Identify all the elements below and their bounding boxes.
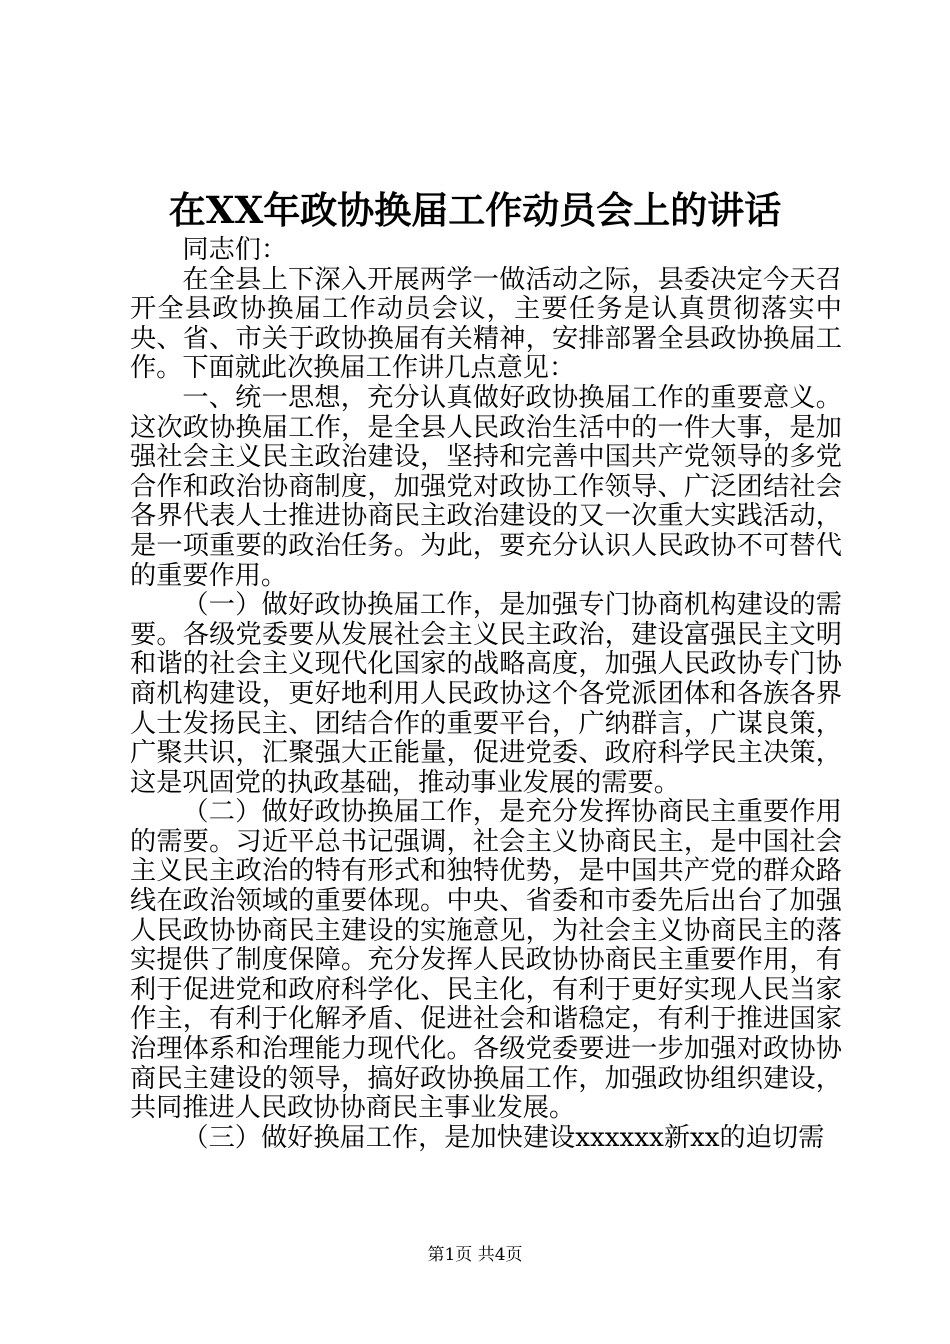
intro-paragraph: 在全县上下深入开展两学一做活动之际，县委决定今天召开全县政协换届工作动员会议，主要任务是认真贯彻落实中央、省、市关于政协换届有关精神，安排部署全县政协换届工作。下面就此次换届工作讲几点意见： [130, 264, 842, 384]
salutation-paragraph: 同志们： [182, 235, 288, 265]
document-title: 在XX年政协换届工作动员会上的讲话 [168, 188, 782, 232]
point-one-paragraph: （一）做好政协换届工作，是加强专门协商机构建设的需要。各级党委要从发展社会主义民主政治，建设富强民主文明和谐的社会主义现代化国家的战略高度，加强人民政协专门协商机构建设，更好地利用人民政协这个各党派团体和各族各界人士发扬民主、团结合作的重要平台，广纳群言，广谋良策，广聚共识，汇聚强大正能量，促进党委、政府科学民主决策，这是巩固党的执政基础，推动事业发展的需要。 [130, 590, 842, 798]
section-one-paragraph: 一、统一思想，充分认真做好政协换届工作的重要意义。这次政协换届工作，是全县人民政治生活中的一件大事，是加强社会主义民主政治建设，坚持和完善中国共产党领导的多党合作和政治协商制度，加强党对政协工作领导、广泛团结社会各界代表人士推进协商民主政治建设的又一次重大实践活动，是一项重要的政治任务。为此，要充分认识人民政协不可替代的重要作用。 [130, 382, 842, 591]
point-three-paragraph: （三）做好换届工作，是加快建设xxxxxx新xx的迫切需 [182, 1122, 825, 1153]
document-body [130, 236, 842, 1153]
point-two-paragraph: （二）做好政协换届工作，是充分发挥协商民主重要作用的需要。习近平总书记强调，社会主义协商民主，是中国社会主义民主政治的特有形式和独特优势，是中国共产党的群众路线在政治领域的重要体现。中央、省委和市委先后出台了加强人民政协协商民主建设的实施意见，为社会主义协商民主的落实提供了制度保障。充分发挥人民政协协商民主重要作用，有利于促进党和政府科学化、民主化，有利于更好实现人民当家作主，有利于化解矛盾、促进社会和谐稳定，有利于推进国家治理体系和治理能力现代化。各级党委要进一步加强对政协协商民主建设的领导，搞好政协换届工作，加强政协组织建设，共同推进人民政协协商民主事业发展。 [130, 797, 842, 1124]
page-number-footer: 第1页 共4页 [427, 1245, 523, 1265]
